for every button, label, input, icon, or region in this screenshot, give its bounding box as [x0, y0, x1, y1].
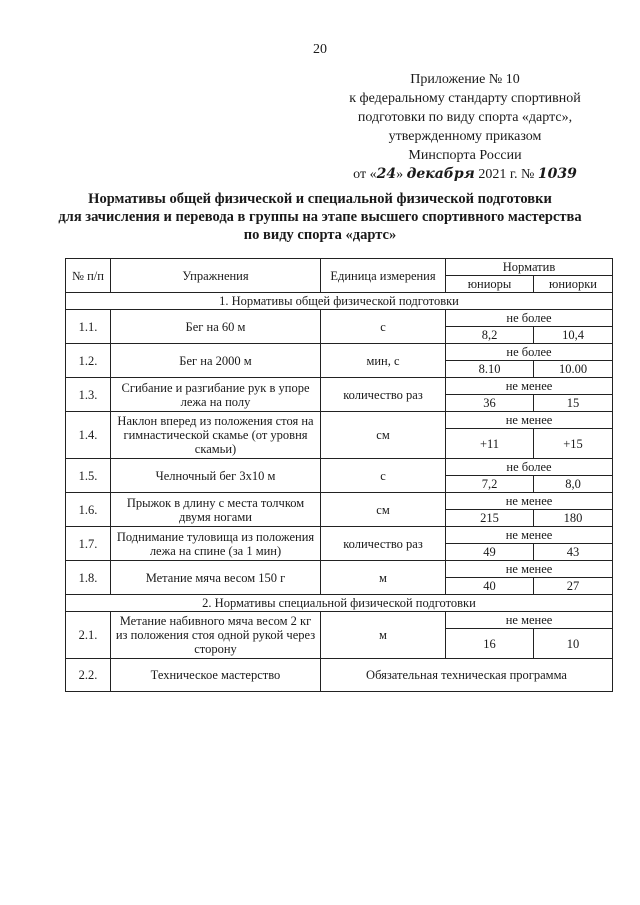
value-juniors-m: +11 — [446, 429, 534, 459]
value-juniors-m: 7,2 — [446, 476, 534, 493]
row-qualifier: не менее — [446, 527, 613, 544]
value-juniors-f: +15 — [534, 429, 613, 459]
value-juniors-m: 8,2 — [446, 327, 534, 344]
row-exercise: Челночный бег 3х10 м — [111, 459, 321, 493]
row-num: 2.2. — [66, 659, 111, 692]
row-num: 1.6. — [66, 493, 111, 527]
row-num: 1.5. — [66, 459, 111, 493]
row-num: 1.2. — [66, 344, 111, 378]
header-unit: Единица измерения — [321, 259, 446, 293]
row-exercise: Наклон вперед из положения стоя на гимнастической скамье (от уровня скамьи) — [111, 412, 321, 459]
value-juniors-f: 10,4 — [534, 327, 613, 344]
appendix-line: утвержденному приказом — [388, 129, 542, 144]
row-exercise: Метание набивного мяча весом 2 кг из положения стоя одной рукой через сторону — [111, 612, 321, 659]
row-unit: количество раз — [321, 527, 446, 561]
row-qualifier: не более — [446, 344, 613, 361]
order-number: 1039 — [537, 166, 577, 182]
row-num: 1.3. — [66, 378, 111, 412]
section-title: 1. Нормативы общей физической подготовки — [66, 293, 613, 310]
row-qualifier: не менее — [446, 378, 613, 395]
value-juniors-f: 43 — [534, 544, 613, 561]
title-line: Нормативы общей физической и специальной физической подготовки — [88, 191, 552, 207]
appendix-line: подготовки по виду спорта «дартс», — [357, 110, 573, 125]
row-unit: с — [321, 310, 446, 344]
row-qualifier: не менее — [446, 412, 613, 429]
row-qualifier: не менее — [446, 493, 613, 510]
row-exercise: Метание мяча весом 150 г — [111, 561, 321, 595]
row-exercise: Бег на 60 м — [111, 310, 321, 344]
row-unit: количество раз — [321, 378, 446, 412]
row-qualifier: не менее — [446, 561, 613, 578]
value-juniors-f: 10.00 — [534, 361, 613, 378]
row-exercise: Техническое мастерство — [111, 659, 321, 692]
value-juniors-f: 8,0 — [534, 476, 613, 493]
header-norm: Норматив — [446, 259, 613, 276]
row-unit: мин, с — [321, 344, 446, 378]
appendix-line: к федеральному стандарту спортивной — [349, 91, 581, 106]
appendix-line: Минспорта России — [408, 148, 522, 163]
section-title: 2. Нормативы специальной физической подготовки — [66, 595, 613, 612]
row-qualifier: не более — [446, 310, 613, 327]
value-juniors-f: 27 — [534, 578, 613, 595]
value-juniors-m: 215 — [446, 510, 534, 527]
value-juniors-m: 40 — [446, 578, 534, 595]
appendix-block — [330, 70, 600, 184]
date-prefix: от « — [353, 167, 377, 182]
value-juniors-m: 49 — [446, 544, 534, 561]
appendix-line: Приложение № 10 — [410, 72, 520, 87]
row-num: 2.1. — [66, 612, 111, 659]
document-title — [30, 190, 610, 244]
header-num: № п/п — [66, 259, 111, 293]
row-exercise: Прыжок в длину с места толчком двумя ногами — [111, 493, 321, 527]
date-month: декабря — [406, 166, 475, 182]
row-unit: см — [321, 412, 446, 459]
row-unit: см — [321, 493, 446, 527]
row-qualifier: не более — [446, 459, 613, 476]
row-num: 1.4. — [66, 412, 111, 459]
date-year: 2021 г. № — [474, 167, 538, 182]
value-juniors-m: 36 — [446, 395, 534, 412]
header-juniors-f: юниорки — [534, 276, 613, 293]
value-juniors-m: 8.10 — [446, 361, 534, 378]
header-exercise: Упражнения — [111, 259, 321, 293]
date-day: 24 — [376, 166, 397, 182]
row-num: 1.1. — [66, 310, 111, 344]
value-juniors-m: 16 — [446, 629, 534, 659]
row-unit: м — [321, 561, 446, 595]
row-exercise: Поднимание туловища из положения лежа на спине (за 1 мин) — [111, 527, 321, 561]
row-unit: с — [321, 459, 446, 493]
value-juniors-f: 180 — [534, 510, 613, 527]
row-num: 1.7. — [66, 527, 111, 561]
header-juniors-m: юниоры — [446, 276, 534, 293]
norms-table — [65, 258, 613, 692]
row-unit: м — [321, 612, 446, 659]
row-program: Обязательная техническая программа — [321, 659, 613, 692]
row-exercise: Сгибание и разгибание рук в упоре лежа на полу — [111, 378, 321, 412]
row-num: 1.8. — [66, 561, 111, 595]
title-line: по виду спорта «дартс» — [243, 227, 397, 243]
page-number: 20 — [313, 42, 327, 57]
value-juniors-f: 10 — [534, 629, 613, 659]
row-exercise: Бег на 2000 м — [111, 344, 321, 378]
date-mid: » — [396, 167, 407, 182]
appendix-date-line — [330, 165, 600, 184]
row-qualifier: не менее — [446, 612, 613, 629]
title-line: для зачисления и перевода в группы на этапе высшего спортивного мастерства — [58, 209, 582, 225]
value-juniors-f: 15 — [534, 395, 613, 412]
